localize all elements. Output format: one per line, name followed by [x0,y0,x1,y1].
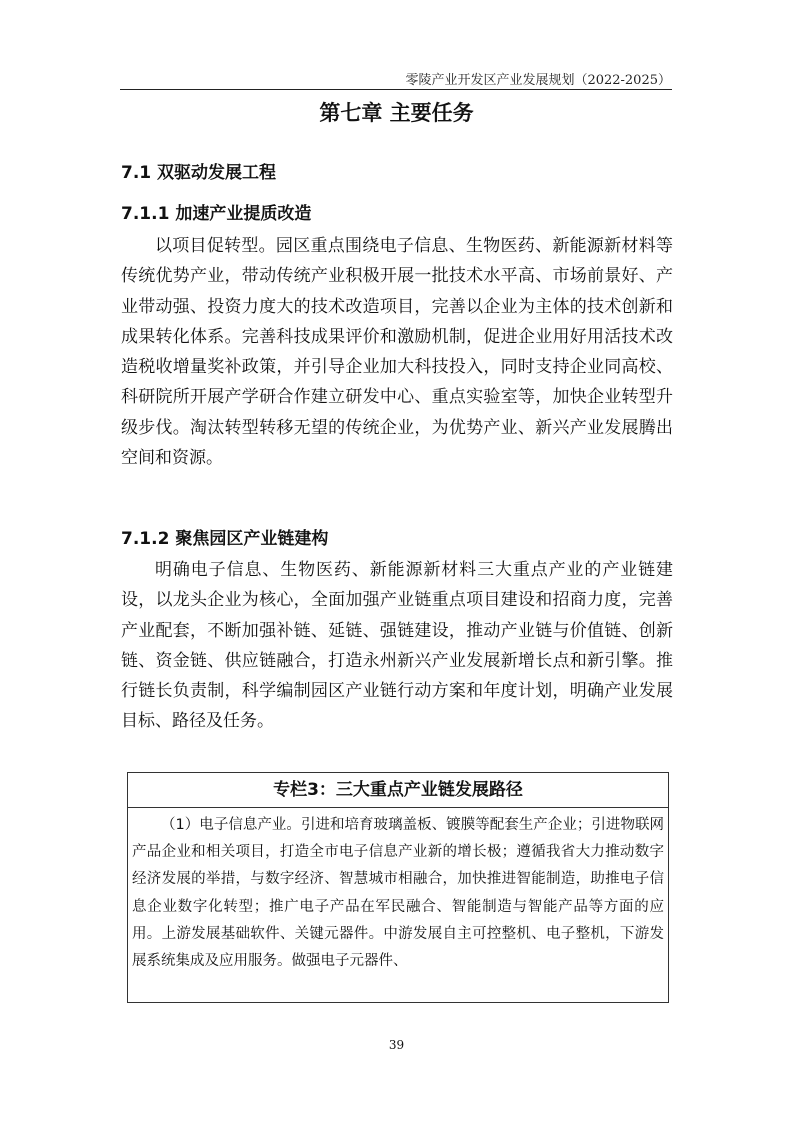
section-heading-7-1: 7.1 双驱动发展工程 [121,163,277,183]
running-header: 零陵产业开发区产业发展规划（2022-2025） [405,73,671,88]
section-heading-7-1-1: 7.1.1 加速产业提质改造 [121,204,312,224]
paragraph-7-1-1: 以项目促转型。园区重点围绕电子信息、生物医药、新能源新材料等传统优势产业，带动传统产业积极开展一批技术水平高、市场前景好、产业带动强、投资力度大的技术改造项目，完善以企业为主体的技术创新和成果转化体系。完善科技成果评价和激励机制，促进企业用好用活技术改造税收增量奖补政策，并引导企业加大科技投入，同时支持企业同高校、科研院所开展产学研合作建立研发中心、重点实验室等，加快企业转型升级步伐。淘汰转型转移无望的传统企业，为优势产业、新兴产业发展腾出空间和资源。 [121,236,673,469]
header-rule [120,89,672,90]
paragraph-7-1-2: 明确电子信息、生物医药、新能源新材料三大重点产业的产业链建设，以龙头企业为核心，全面加强产业链重点项目建设和招商力度，完善产业配套，不断加强补链、延链、强链建设，推动产业链与价值链、创新链、资金链、供应链融合，打造永州新兴产业发展新增长点和新引擎。推行链长负责制，科学编制园区产业链行动方案和年度计划，明确产业发展目标、路径及任务。 [121,560,673,732]
section-heading-7-1-2: 7.1.2 聚焦园区产业链建构 [121,529,329,549]
page-number: 39 [388,1038,405,1052]
chapter-title: 第七章 主要任务 [319,101,474,125]
feature-box-title: 专栏3：三大重点产业链发展路径 [128,773,668,808]
feature-box-body: （1）电子信息产业。引进和培育玻璃盖板、镀膜等配套生产企业；引进物联网产品企业和相关项目，打造全市电子信息产业新的增长极；遵循我省大力推动数字经济发展的举措，与数字经济、智慧城市相融合，加快推进智能制造，助推电子信息企业数字化转型；推广电子产品在军民融合、智能制造与智能产品等方面的应用。上游发展基础软件、关键元器件。中游发展自主可控整机、电子整机，下游发展系统集成及应用服务。做强电子元器件、 [132,817,664,970]
feature-box [127,772,669,1003]
